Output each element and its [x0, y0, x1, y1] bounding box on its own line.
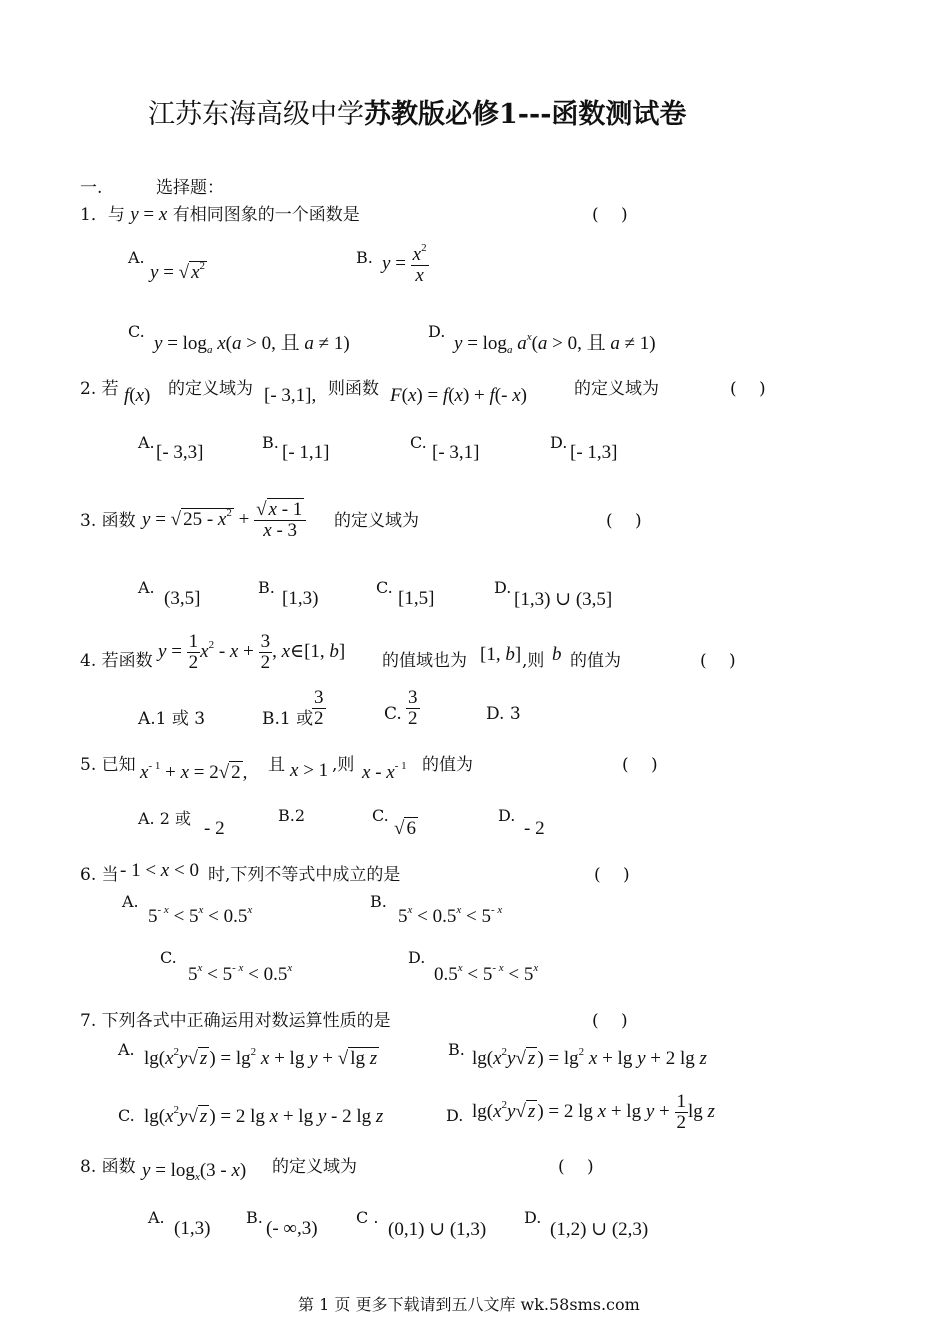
q2-F: F(x) = f(x) + f(- x) — [390, 385, 527, 406]
q6-option-b-label: B. — [370, 892, 387, 911]
q6-option-c-label: C. — [160, 948, 177, 967]
q8-answer-blank: ( ) — [558, 1157, 594, 1177]
q1-option-d-label: D. — [428, 322, 446, 341]
q3-option-a-expr: (3,5] — [164, 588, 201, 609]
q8-option-c-expr: (0,1) ∪ (1,3) — [388, 1219, 487, 1240]
q6-cond: - 1 < x < 0 — [120, 860, 199, 881]
q6-option-c-expr: $5^x < 5^{- x} < 0.5^x$ — [188, 962, 293, 985]
title-regular: 江苏东海高级中学 — [148, 99, 364, 130]
q2-option-b-expr: [- 1,1] — [282, 442, 330, 463]
q5-stem-4: 的值为 — [422, 755, 473, 775]
q4-option-c-frac: $\frac{3}{2}$ — [408, 687, 418, 729]
q6-stem-1: 6. 当 — [80, 865, 119, 885]
q1-stem-eq: y = x — [130, 204, 168, 225]
q2-domain: [- 3,1], — [264, 385, 317, 406]
q3-option-d-label: D. — [494, 578, 512, 597]
q2-option-d-expr: [- 1,3] — [570, 442, 618, 463]
q2-option-a-expr: [- 3,3] — [156, 442, 204, 463]
q4-option-b-label: B.1 或 — [262, 709, 314, 729]
q4-option-c-label: C. — [384, 704, 402, 724]
q3-option-c-label: C. — [376, 578, 393, 597]
q3-expr: y = √ $25 - x^2$ + $\frac{√ x - 1}{x - 3}$ — [142, 500, 306, 541]
q5-option-d-expr: - 2 — [524, 818, 545, 839]
q1-option-d-expr: $y = \log_a a^x(a > 0$, 且 a ≠ 1) — [454, 331, 656, 356]
q8-option-b-expr: (- ∞,3) — [266, 1218, 318, 1239]
q2-option-a-label: A. — [138, 433, 155, 452]
q7-option-a-label: A. — [118, 1040, 135, 1059]
q8-stem-1: 8. 函数 — [80, 1157, 136, 1177]
q7-stem: 7. 下列各式中正确运用对数运算性质的是 — [80, 1011, 391, 1031]
q8-option-d-expr: (1,2) ∪ (2,3) — [550, 1219, 649, 1240]
q7-answer-blank: ( ) — [592, 1011, 628, 1031]
page-footer: 第 1 页 更多下载请到五八文库 wk.58sms.com — [298, 1295, 640, 1314]
q6-option-b-expr: $5^x < 0.5^x < 5^{- x}$ — [398, 904, 503, 927]
q6-option-d-label: D. — [408, 948, 426, 967]
q1-option-a-label: A. — [128, 248, 145, 267]
q5-stem-3: ,则 — [332, 755, 355, 775]
q4-option-d: D. 3 — [486, 704, 521, 724]
q4-expr: y = $\frac{1}{2}$ $x^2$ - x + $\frac{3}{2}$ , x∈[1, b] — [158, 631, 346, 673]
q7-option-a-expr: $\lg(x^2y√$ z ) = $\lg^2 x + \lg y$ + √ lg z — [144, 1046, 378, 1069]
q4-option-a: A.1 或 3 — [138, 709, 206, 729]
q2-stem-2: 的定义域为 — [168, 379, 253, 399]
q4-stem-2: 的值域也为 — [382, 651, 467, 671]
q2-answer-blank: ( ) — [730, 379, 766, 399]
q1-option-c-expr: $y = \log_a x(a > 0$, 且 a ≠ 1) — [154, 333, 350, 356]
q4-option-b-frac: $\frac{3}{2}$ — [314, 687, 324, 729]
q4-stem-3: ,则 — [522, 651, 545, 671]
q1-stem-text: 1．与 — [80, 205, 125, 225]
q1-stem — [80, 200, 360, 226]
q2-option-c-label: C. — [410, 433, 427, 452]
q2-stem-3: 则函数 — [328, 379, 379, 399]
q3-option-a-label: A. — [138, 578, 155, 597]
q5-answer-blank: ( ) — [622, 755, 658, 775]
section-label: 选择题： — [156, 178, 224, 198]
q6-answer-blank: ( ) — [594, 865, 630, 885]
q4-range: [1, b] — [480, 644, 522, 665]
q1-stem-text-2: 有相同图象的一个函数是 — [172, 205, 360, 225]
q2-stem-1: 2. 若 — [80, 379, 119, 399]
page-title — [148, 92, 686, 131]
q3-stem-2: 的定义域为 — [334, 511, 419, 531]
q8-option-b-label: B. — [246, 1208, 263, 1227]
q7-option-b-expr: $\lg(x^2y√$ z ) = $\lg^2 x + \lg y + 2$ lg z — [472, 1046, 707, 1069]
q5-option-d-label: D. — [498, 806, 516, 825]
q5-option-c-expr: √ 6 — [394, 818, 416, 839]
q5-expr-3: x - $x^{- 1}$ — [362, 760, 407, 783]
q8-stem-2: 的定义域为 — [272, 1157, 357, 1177]
q4-stem-1: 4. 若函数 — [80, 651, 153, 671]
q1-answer-blank: ( ) — [592, 205, 628, 225]
q5-stem-1: 5. 已知 — [80, 755, 136, 775]
q5-expr-1: $x^{- 1} + x = 2√$ 2 , — [140, 760, 248, 783]
q3-option-d-expr: [1,3) ∪ (3,5] — [514, 589, 613, 610]
q5-option-b: B.2 — [278, 806, 306, 825]
q3-option-c-expr: [1,5] — [398, 588, 435, 609]
q4-answer-blank: ( ) — [700, 651, 736, 671]
q7-option-d-label: D. — [446, 1106, 464, 1125]
q7-option-c-expr: $\lg(x^2y√$ z ) = 2 lg x + lg y - 2 lg z — [144, 1104, 384, 1127]
q5-expr-2: x > 1 — [290, 760, 329, 781]
q2-stem-4: 的定义域为 — [574, 379, 659, 399]
q3-stem-1: 3. 函数 — [80, 511, 136, 531]
q1-option-b-expr: y = $\frac{x^2}{x}$ — [382, 242, 427, 286]
q4-stem-4: 的值为 — [570, 651, 621, 671]
q1-option-b-label: B. — [356, 248, 373, 267]
q3-option-b-label: B. — [258, 578, 275, 597]
q8-option-c-label: C . — [356, 1208, 379, 1227]
section-number: 一. — [80, 178, 103, 198]
q6-option-a-label: A. — [122, 892, 139, 911]
q8-expr: $y = \log_x(3 - x)$ — [142, 1160, 247, 1183]
title-bold: 苏教版必修1---函数测试卷 — [364, 99, 687, 130]
q7-option-b-label: B. — [448, 1040, 465, 1059]
q2-option-b-label: B. — [262, 433, 279, 452]
q3-answer-blank: ( ) — [606, 511, 642, 531]
q8-option-a-expr: (1,3) — [174, 1218, 211, 1239]
q3-option-b-expr: [1,3) — [282, 588, 319, 609]
q6-stem-2: 时,下列不等式中成立的是 — [208, 865, 401, 885]
q1-option-a-expr: y = √ $x^2$ — [150, 260, 206, 283]
q7-option-d-expr: $\lg(x^2y√$ z ) = 2 lg x + lg y + $\frac{1}{2}$ lg z — [472, 1091, 715, 1133]
q2-f: f(x) — [124, 385, 151, 406]
q7-option-c-label: C. — [118, 1106, 135, 1125]
q5-option-a-expr: - 2 — [204, 818, 225, 839]
q5-stem-2: 且 — [268, 755, 285, 775]
q5-option-a-label: A. 2 或 — [138, 809, 191, 828]
q5-option-c-label: C. — [372, 806, 389, 825]
q6-option-d-expr: $0.5^x < 5^{- x} < 5^x$ — [434, 962, 539, 985]
q4-b: b — [552, 644, 562, 665]
q2-option-c-expr: [- 3,1] — [432, 442, 480, 463]
q8-option-d-label: D. — [524, 1208, 542, 1227]
q8-option-a-label: A. — [148, 1208, 165, 1227]
q1-option-c-label: C. — [128, 322, 145, 341]
q2-option-d-label: D. — [550, 433, 568, 452]
q6-option-a-expr: $5^{- x} < 5^x < 0.5^x$ — [148, 904, 253, 927]
